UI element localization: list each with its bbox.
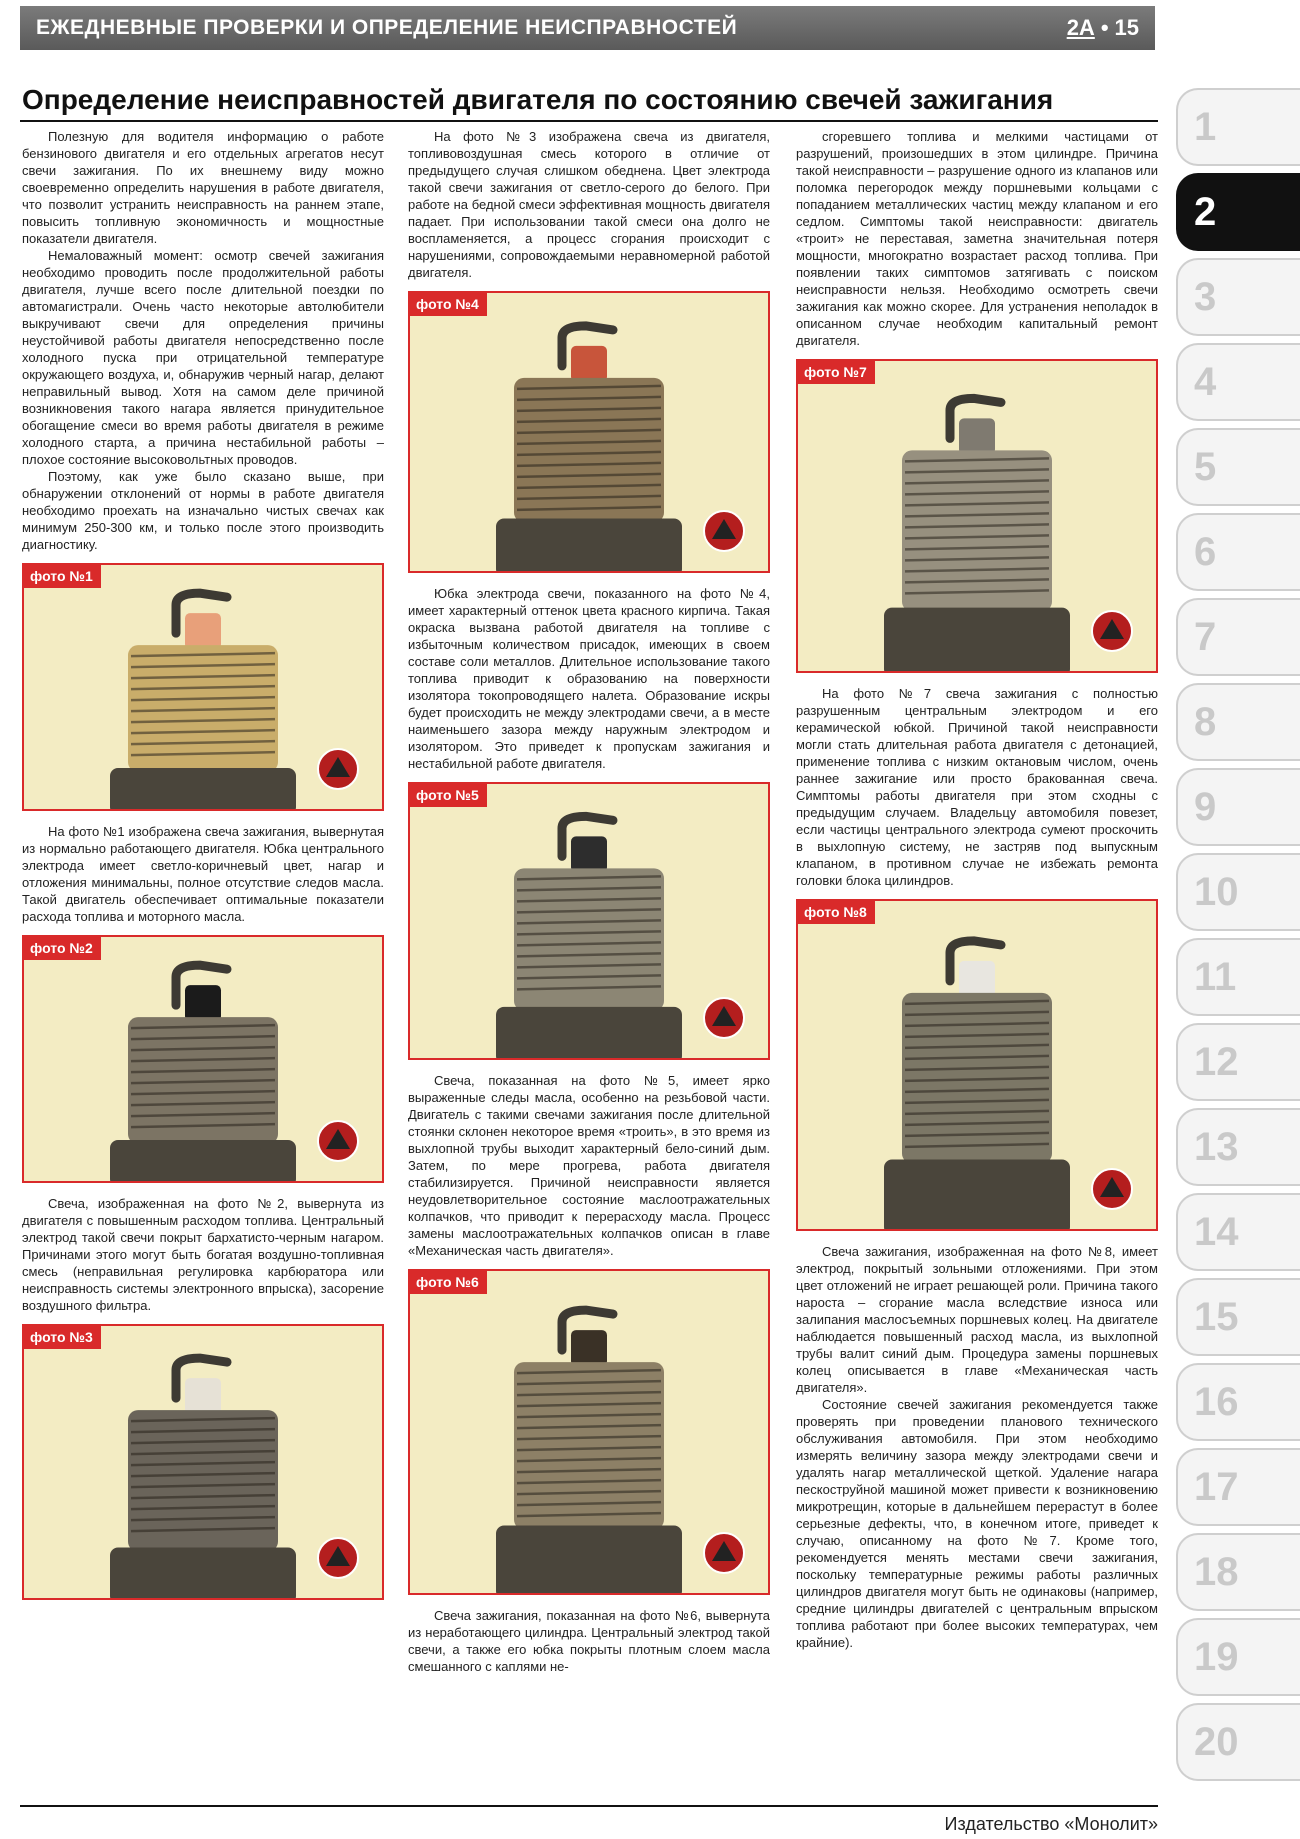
chapter-tabs (1176, 88, 1300, 1788)
chapter-tab[interactable]: 6 (1176, 513, 1300, 591)
page-number-value: 15 (1114, 15, 1139, 40)
paragraph: Полезную для водителя информацию о работе бензинового двигателя и его отдельных агрегатов несут свечи зажигания. По их внешнему виду можно своевременно определить нарушения в работе двигателя, что позволит устранить неисправность на раннем этапе, повысить топливную экономичность и мощностные показатели двигателя. (22, 129, 384, 246)
insulator-tip (571, 836, 607, 872)
insulator-tip (571, 346, 607, 382)
photo-label: фото №7 (798, 361, 875, 384)
chapter-tab[interactable]: 17 (1176, 1448, 1300, 1526)
paragraph: Свеча зажигания, изображенная на фото №8, имеет электрод, покрытый зольными отложениями. При этом цвет отложений не играет решающей роли. Причина такого нароста – сгорание масла вследствие износа или залипания маслосъемных поршневых колец. На двигателе наблюдается повышенный расход масла, из выхлопной трубы валит синий дым. Процедура замены поршневых колец описывается в главе «Механическая часть двигателя». (796, 1244, 1158, 1395)
photo-label: фото №5 (410, 784, 487, 807)
chapter-tab[interactable]: 2 (1176, 173, 1300, 251)
spark-plug-illustration (798, 901, 1156, 1229)
chapter-tab[interactable]: 12 (1176, 1023, 1300, 1101)
chapter-tab[interactable]: 5 (1176, 428, 1300, 506)
thread-body (902, 450, 1052, 611)
photo-8 (796, 899, 1158, 1231)
photo-label: фото №8 (798, 901, 875, 924)
paragraph: На фото №7 свеча зажигания с полностью разрушенным центральным электродом и его керамической юбкой. Причиной такой неисправности могли стать длительная работа двигателя с детонацией, применение топлива с низким октановым числом, очень раннее зажигание или просто бракованная свеча. Симптомы работы двигателя при этом сходны с предыдущим случаем. Владельцу автомобиля повезет, если частицы центрального электрода сумеют проскочить в выхлопную систему, не застряв под выпускным клапаном, в противном случае не избежать ремонта головки блока цилиндров. (796, 686, 1158, 888)
photo-label: фото №2 (24, 937, 101, 960)
text-column-3 (796, 128, 1158, 1651)
hex-nut (496, 1526, 682, 1593)
photo-label: фото №3 (24, 1326, 101, 1349)
paragraph: Свеча, изображенная на фото №2, вывернута из двигателя с повышенным расходом топлива. Центральный электрод такой свечи покрыт бархатисто-черным нагаром. Причинами этого могут быть богатая воздушно-топливная смесь (неправильная регулировка карбюратора или неисправность системы электронного впрыска), засорение воздушного фильтра. (22, 1196, 384, 1313)
spark-plug-illustration (24, 937, 382, 1181)
spark-plug-illustration (410, 293, 768, 571)
paragraph: Юбка электрода свечи, показанного на фото №4, имеет характерный оттенок цвета красного кирпича. Такая окраска вызвана работой двигателя на топливе с избыточным количеством присадок, имеющих в своем составе соли металлов. Длительное использование такого топлива приводит к образованию на поверхности изолятора токопроводящего налета. Образование искры будет происходить не между электродами свечи, а в месте наименьшего зазора между наружным электродом и изолятором. Это приведет к пропускам зажигания и нестабильной работе двигателя. (408, 586, 770, 771)
spark-plug-illustration (24, 1326, 382, 1598)
chapter-tab[interactable]: 4 (1176, 343, 1300, 421)
paragraph: На фото №3 изображена свеча из двигателя, топливовоздушная смесь которого в отличие от предыдущего случая слишком обеднена. Цвет электрода такой свечи зажигания от светло-серого до белого. При работе на бедной смеси эффективная мощность двигателя падает. При использовании такой смеси она долго не воспламеняется, а процесс сгорания происходит с нарушениями, сопровождаемыми неравномерной работой двигателя. (408, 129, 770, 280)
hex-nut (110, 1548, 296, 1598)
spark-plug-illustration (410, 1271, 768, 1593)
chapter-tab[interactable]: 9 (1176, 768, 1300, 846)
photo-3 (22, 1324, 384, 1600)
photo-2 (22, 935, 384, 1183)
spark-plug-illustration (410, 784, 768, 1058)
chapter-tab[interactable]: 10 (1176, 853, 1300, 931)
photo-6 (408, 1269, 770, 1595)
insulator-tip (185, 1378, 221, 1414)
chapter-tab[interactable]: 14 (1176, 1193, 1300, 1271)
chapter-tab[interactable]: 18 (1176, 1533, 1300, 1611)
spark-plug-illustration (24, 565, 382, 809)
photo-label: фото №4 (410, 293, 487, 316)
paragraph: Свеча, показанная на фото №5, имеет ярко выраженные следы масла, особенно на резьбовой части. Двигатель с такими свечами зажигания после длительной стоянки склонен некоторое время «троить», в это время из выхлопной трубы выходит характерный бело-синий дым. Затем, по мере прогрева, работа двигателя стабилизируется. Причиной неисправности является неудовлетворительное состояние маслоотражательных колпачков, что приводит к перерасходу масла. Процесс замены маслоотражательных колпачков описан в главе «Механическая часть двигателя». (408, 1073, 770, 1258)
page-number (1067, 15, 1139, 41)
footer-divider (20, 1805, 1158, 1807)
chapter-tab[interactable]: 20 (1176, 1703, 1300, 1781)
hex-nut (496, 1007, 682, 1058)
chapter-tab[interactable]: 8 (1176, 683, 1300, 761)
hex-nut (496, 518, 682, 571)
insulator-tip (571, 1330, 607, 1366)
insulator-tip (185, 613, 221, 649)
chapter-tab[interactable]: 7 (1176, 598, 1300, 676)
photo-4 (408, 291, 770, 573)
publisher-credit: Издательство «Монолит» (944, 1814, 1158, 1834)
paragraph: Состояние свечей зажигания рекомендуется также проверять при проведении планового технического обслуживания автомобиля. При этом необходимо измерять величину зазора между электродами свечи и удалять нагар металлической щеткой. Удаление нагара пескоструйной машиной может привести к возникновению микротрещин, которые в дальнейшем перерастут в более серьезные дефекты, что, в конечном итоге, приведет к случаю, описанному на фото №7. Кроме того, рекомендуется менять местами свечи зажигания, поскольку температурные режимы работы различных цилиндров двигателя могут быть не одинаковы (например, средние цилиндры двигателей с центральным впрыском топлива работают при более высоких температурах, чем крайние). (796, 1397, 1158, 1650)
chapter-tab[interactable]: 1 (1176, 88, 1300, 166)
hex-nut (110, 768, 296, 809)
chapter-tab[interactable]: 11 (1176, 938, 1300, 1016)
article-title: Определение неисправностей двигателя по состоянию свечей зажигания (22, 84, 1054, 115)
hex-nut (884, 608, 1070, 671)
photo-7 (796, 359, 1158, 673)
insulator-tip (959, 418, 995, 454)
text-column-1 (22, 128, 384, 1612)
title-divider (20, 120, 1158, 122)
paragraph: На фото №1 изображена свеча зажигания, вывернутая из нормально работающего двигателя. Юбка центрального электрода имеет светло-коричневый цвет, нагар и отложения минимальны, полное отсутствие следов масла. Такой двигатель обеспечивает оптимальные показатели расхода топлива и моторного масла. (22, 824, 384, 924)
paragraph: сгоревшего топлива и мелкими частицами от разрушений, произошедших в этом цилиндре. Причина такой неисправности – разрушение одного из клапанов или поломка перегородок между поршневыми кольцами с попаданием металлических частиц между клапаном и его седлом. Симптомы такой неисправности: двигатель «троит» не переставая, заметна значительная потеря мощности, многократно возрастает расход топлива. При появлении таких симптомов затягивать с поиском неисправности нельзя. Необходимо осмотреть свечи зажигания как можно скорее. Для устранения неполадок в описанном случае необходим капитальный ремонт двигателя. (796, 129, 1158, 348)
photo-5 (408, 782, 770, 1060)
chapter-tab[interactable]: 3 (1176, 258, 1300, 336)
chapter-tab[interactable]: 13 (1176, 1108, 1300, 1186)
chapter-tab[interactable]: 19 (1176, 1618, 1300, 1696)
paragraph: Свеча зажигания, показанная на фото №6, вывернута из неработающего цилиндра. Центральный электрод такой свечи, а также его юбка покрыты плотным слоем масла смешанного с каплями не- (408, 1608, 770, 1674)
chapter-tab[interactable]: 15 (1176, 1278, 1300, 1356)
photo-1 (22, 563, 384, 811)
running-header-title: ЕЖЕДНЕВНЫЕ ПРОВЕРКИ И ОПРЕДЕЛЕНИЕ НЕИСПРАВНОСТЕЙ (36, 16, 738, 39)
photo-label: фото №1 (24, 565, 101, 588)
chapter-code: 2А (1066, 15, 1095, 40)
paragraph: Поэтому, как уже было сказано выше, при обнаружении отклонений от нормы в работе двигателя необходимо проехать на изначально чистых свечах как минимум 250-300 км, и только после этого производить диагностику. (22, 469, 384, 552)
hex-nut (110, 1140, 296, 1181)
photo-label: фото №6 (410, 1271, 487, 1294)
chapter-tab[interactable]: 16 (1176, 1363, 1300, 1441)
separator-dot: • (1100, 15, 1109, 40)
insulator-tip (959, 961, 995, 997)
spark-plug-illustration (798, 361, 1156, 671)
insulator-tip (185, 985, 221, 1021)
running-header (20, 6, 1155, 50)
paragraph: Немаловажный момент: осмотр свечей зажигания необходимо проводить после продолжительной работы двигателя, лучше всего после длительной поездки по автомагистрали. Очень часто некоторые автолюбители выкручивают свечи для определения причины неустойчивой работы двигателя непосредственно после холодного пуска при отрицательной температуре окружающего воздуха, и, обнаружив черный нагар, делают неправильный вывод. Хотя на самом деле причиной возникновения такого нагара является принудительное обогащение смеси во время работы двигателя в режиме холодного старта, а причина нестабильной работы – плохое состояние высоковольтных проводов. (22, 248, 384, 467)
hex-nut (884, 1159, 1070, 1229)
text-column-2 (408, 128, 770, 1675)
